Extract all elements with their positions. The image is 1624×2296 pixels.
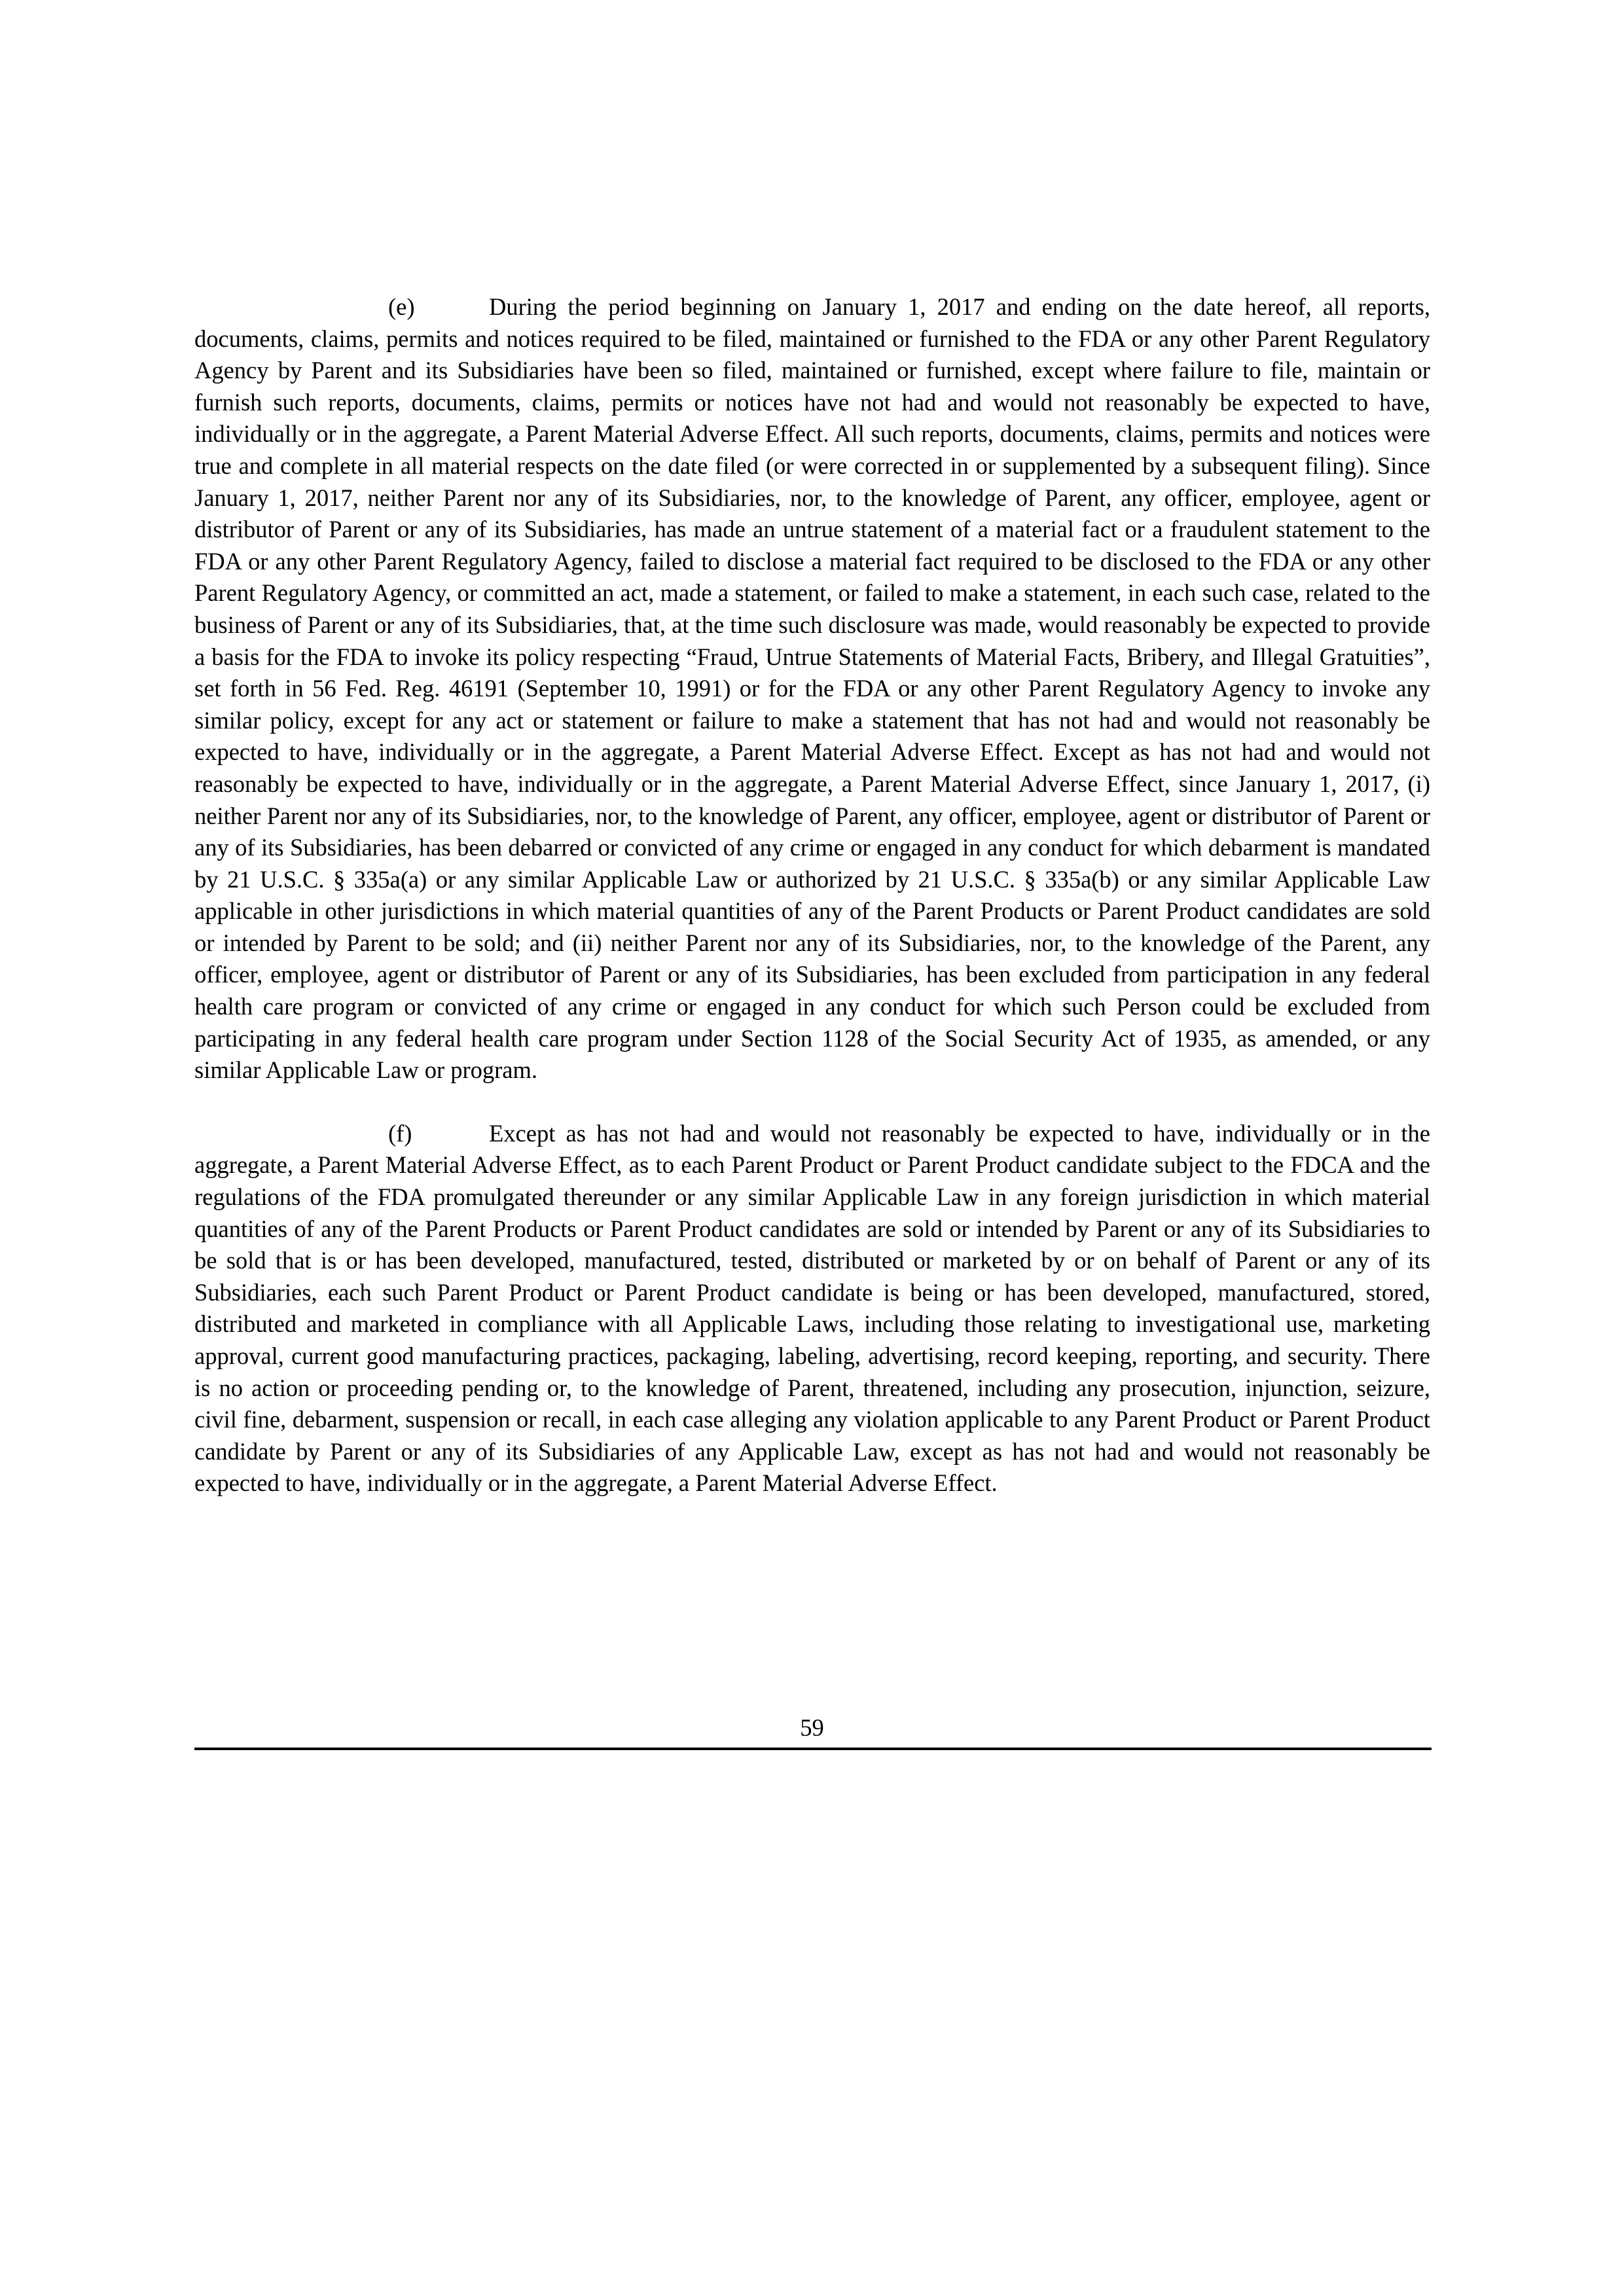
- page-number: 59: [800, 1714, 824, 1741]
- paragraph-e-text: During the period beginning on January 1, 2017 and ending on the date hereof, all reports, documents, claims, permits and notices required to be filed, maintained or furnished to the FDA or any other Parent Regulatory Agency by Parent and its Subsidiaries have been so filed, maintained or furnished, except where failure to file, maintain or furnish such reports, documents, claims, permits or notices have not had and would not reasonably be expected to have, individually or in the aggregate, a Parent Material Adverse Effect. All such reports, documents, claims, permits and notices were true and complete in all material respects on the date filed (or were corrected in or supplemented by a subsequent filing). Since January 1, 2017, neither Parent nor any of its Subsidiaries, nor, to the knowledge of Parent, any officer, employee, agent or distributor of Parent or any of its Subsidiaries, has made an untrue statement of a material fact or a fraudulent statement to the FDA or any other Parent Regulatory Agency, failed to disclose a material fact required to be disclosed to the FDA or any other Parent Regulatory Agency, or committed an act, made a statement, or failed to make a statement, in each such case, related to the business of Parent or any of its Subsidiaries, that, at the time such disclosure was made, would reasonably be expected to provide a basis for the FDA to invoke its policy respecting “Fraud, Untrue Statements of Material Facts, Bribery, and Illegal Gratuities”, set forth in 56 Fed. Reg. 46191 (September 10, 1991) or for the FDA or any other Parent Regulatory Agency to invoke any similar policy, except for any act or statement or failure to make a statement that has not had and would not reasonably be expected to have, individually or in the aggregate, a Parent Material Adverse Effect. Except as has not had and would not reasonably be expected to have, individually or in the aggregate, a Parent Material Adverse Effect, since January 1, 2017, (i) neither Parent nor any of its Subsidiaries, nor, to the knowledge of Parent, any officer, employee, agent or distributor of Parent or any of its Subsidiaries, has been debarred or convicted of any crime or engaged in any conduct for which debarment is mandated by 21 U.S.C. § 335a(a) or any similar Applicable Law or authorized by 21 U.S.C. § 335a(b) or any similar Applicable Law applicable in other jurisdictions in which material quantities of any of the Parent Products or Parent Product candidates are sold or intended by Parent to be sold; and (ii) neither Parent nor any of its Subsidiaries, nor, to the knowledge of the Parent, any officer, employee, agent or distributor of Parent or any of its Subsidiaries, has been excluded from participation in any federal health care program or convicted of any crime or engaged in any conduct for which such Person could be excluded from participating in any federal health care program under Section 1128 of the Social Security Act of 1935, as amended, or any similar Applicable Law or program.: [194, 293, 1430, 1084]
- paragraph-f-label: (f): [388, 1119, 412, 1147]
- paragraph-f-text: Except as has not had and would not reasonably be expected to have, individually or in the aggregate, a Parent Material Adverse Effect, as to each Parent Product or Parent Product candidate subject to the FDCA and the regulations of the FDA promulgated thereunder or any similar Applicable Law in any foreign jurisdiction in which material quantities of any of the Parent Products or Parent Product candidates are sold or intended by Parent or any of its Subsidiaries to be sold that is or has been developed, manufactured, tested, distributed or marketed by or on behalf of Parent or any of its Subsidiaries, each such Parent Product or Parent Product candidate is being or has been developed, manufactured, stored, distributed and marketed in compliance with all Applicable Laws, including those relating to investigational use, marketing approval, current good manufacturing practices, packaging, labeling, advertising, record keeping, reporting, and security. There is no action or proceeding pending or, to the knowledge of Parent, threatened, including any prosecution, injunction, seizure, civil fine, debarment, suspension or recall, in each case alleging any violation applicable to any Parent Product or Parent Product candidate by Parent or any of its Subsidiaries of any Applicable Law, except as has not had and would not reasonably be expected to have, individually or in the aggregate, a Parent Material Adverse Effect.: [194, 1119, 1430, 1497]
- document-body: [194, 291, 1430, 1499]
- paragraph-f: [194, 1118, 1430, 1499]
- footer-rule: [194, 1748, 1432, 1750]
- paragraph-e: [194, 291, 1430, 1086]
- paragraph-e-label: (e): [388, 293, 415, 320]
